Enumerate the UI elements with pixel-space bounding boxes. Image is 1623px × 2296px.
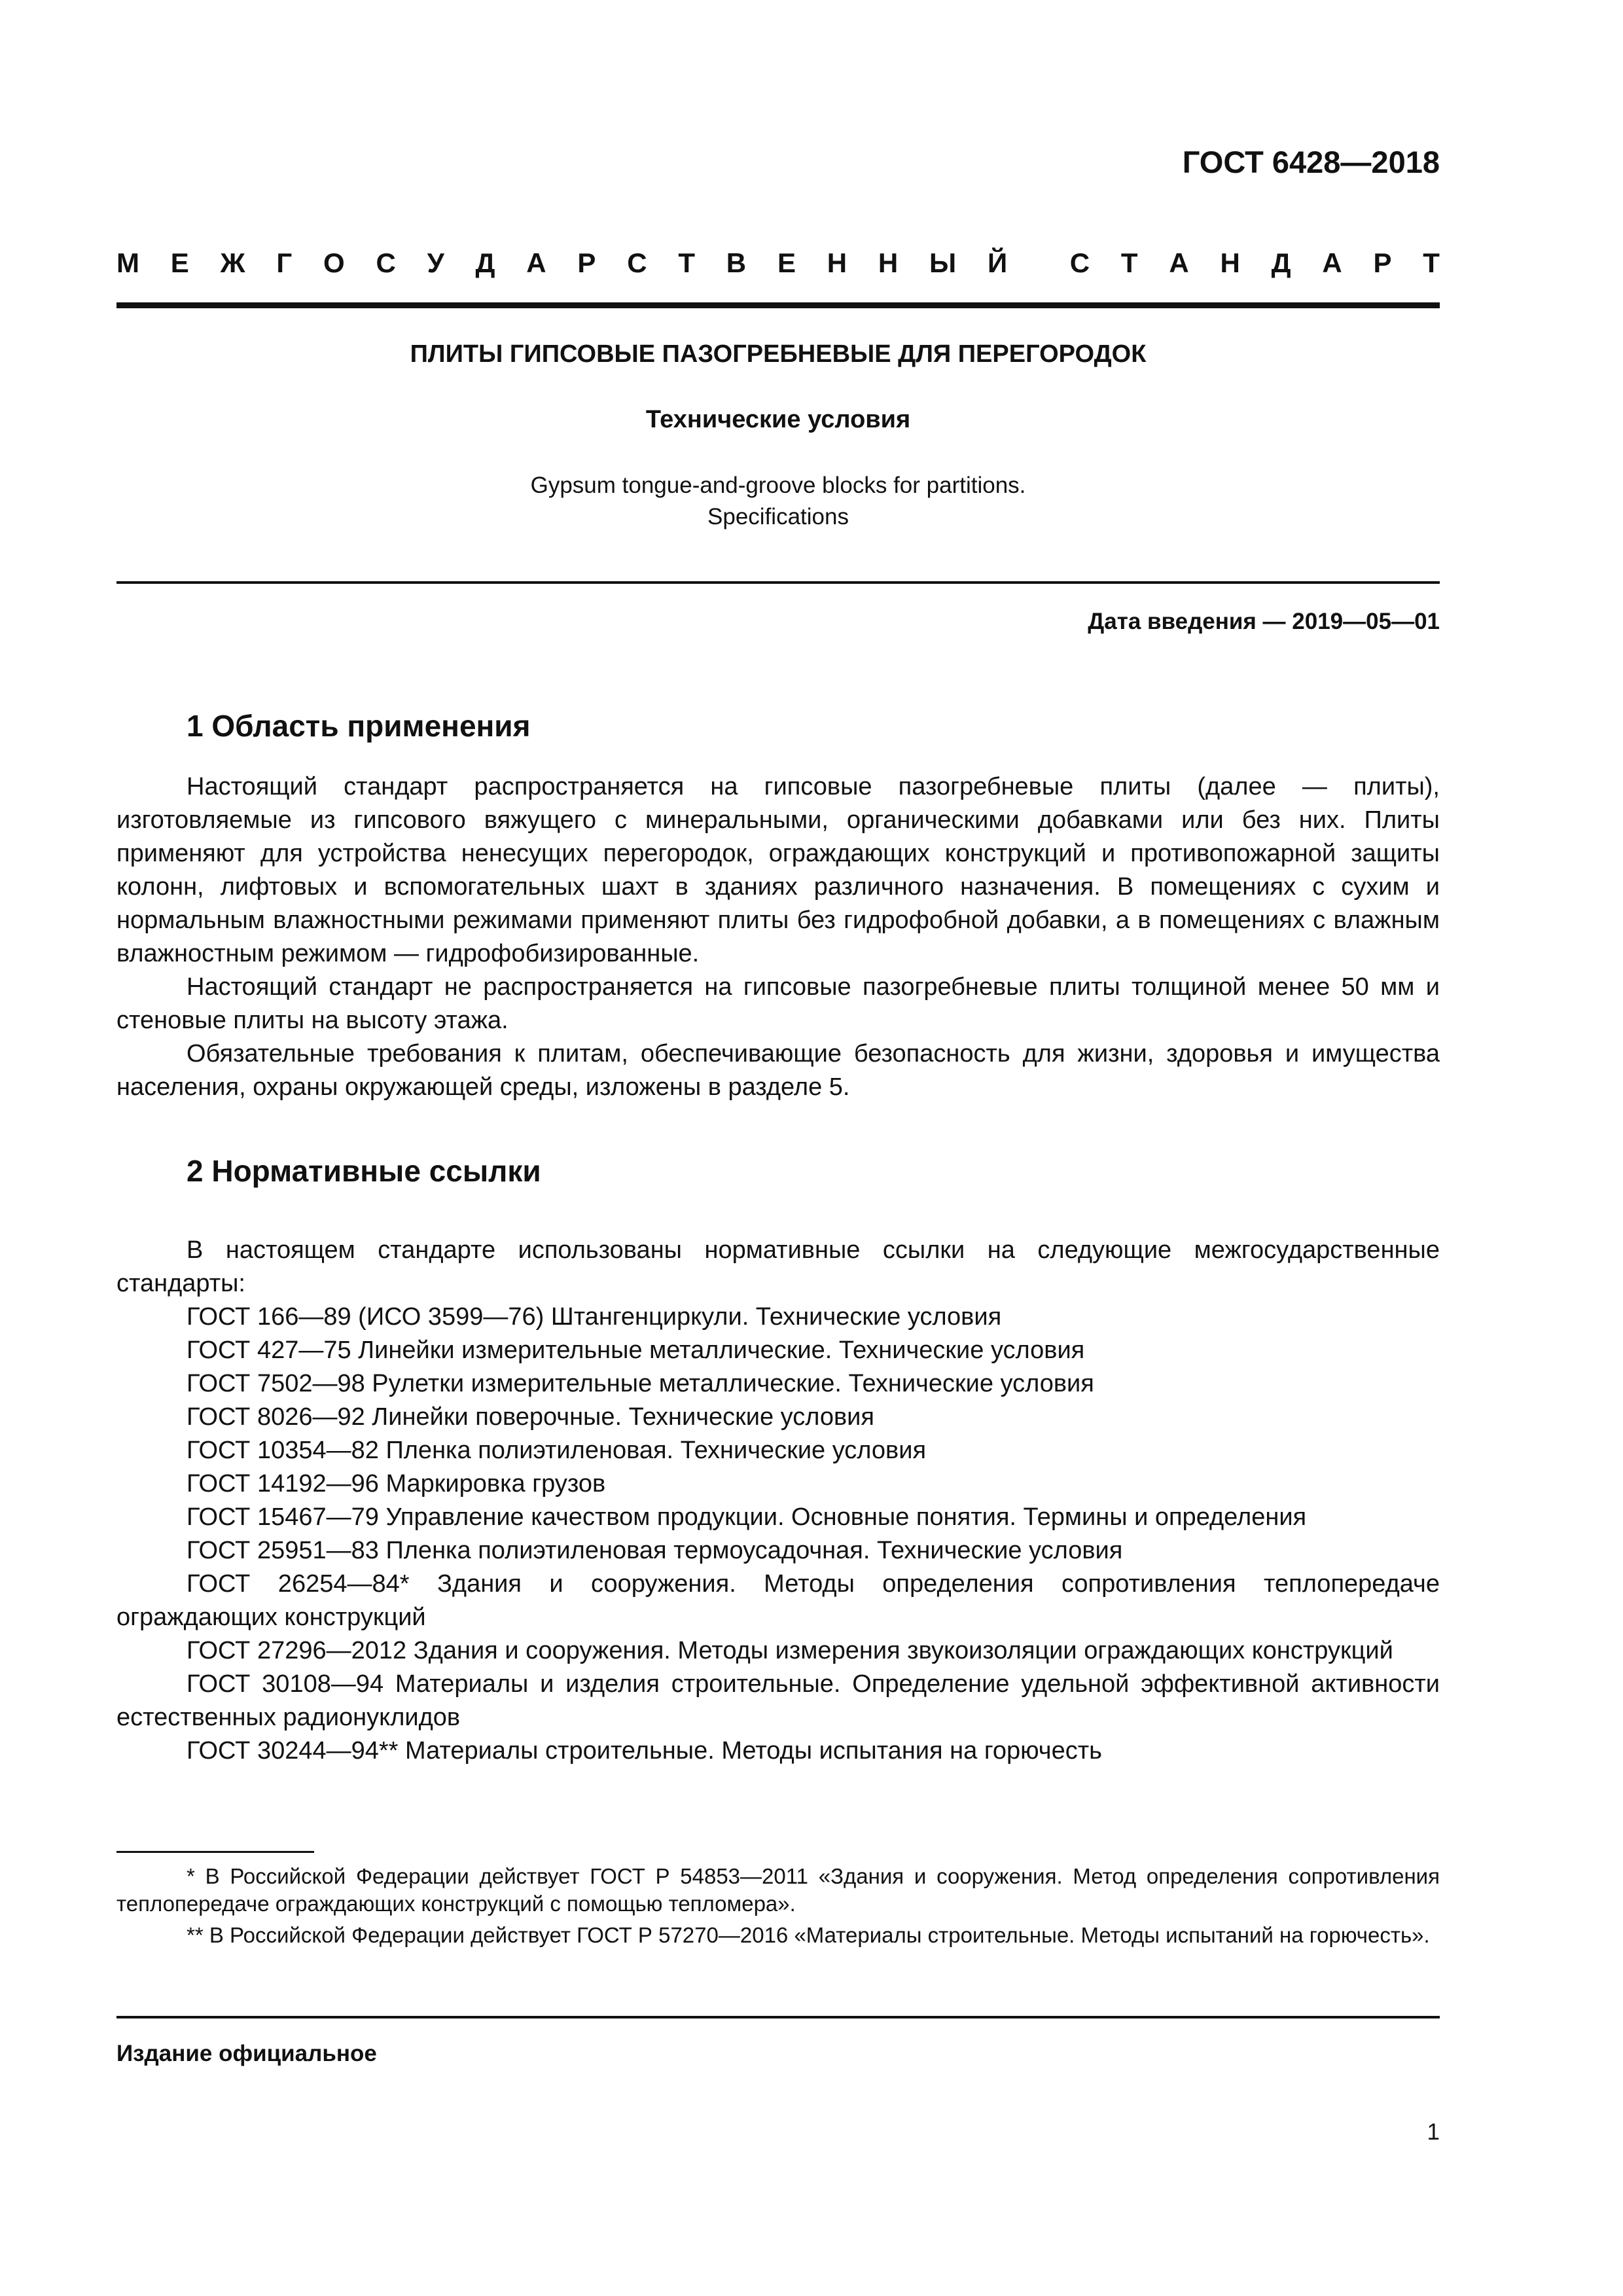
doc-type-letter: В bbox=[726, 247, 747, 278]
english-title-line: Gypsum tongue-and-groove blocks for partitions. bbox=[530, 473, 1026, 498]
reference-item: ГОСТ 30108—94 Материалы и изделия строительные. Определение удельной эффективной активности естественных радионуклидов bbox=[116, 1670, 1440, 1731]
reference-item: ГОСТ 26254—84* Здания и сооружения. Методы определения сопротивления теплопередаче ограждающих конструкций bbox=[116, 1570, 1440, 1631]
reference-item: ГОСТ 30244—94** Материалы строительные. Методы испытания на горючесть bbox=[187, 1737, 1102, 1765]
paragraph: Настоящий стандарт не распространяется на гипсовые пазогребневые плиты толщиной менее 50 мм и стеновые плиты на высоту этажа. bbox=[116, 973, 1440, 1034]
document-type-heading bbox=[116, 247, 1440, 279]
introduction-date: Дата введения — 2019—05—01 bbox=[1088, 609, 1440, 634]
normative-references bbox=[116, 1234, 1440, 1768]
doc-type-letter: С bbox=[1069, 247, 1090, 278]
paragraph: Обязательные требования к плитам, обеспечивающие безопасность для жизни, здоровья и имущества населения, охраны окружающей среды, изложены в разделе 5. bbox=[116, 1040, 1440, 1101]
doc-type-letter: Н bbox=[1220, 247, 1240, 278]
doc-type-letter: Д bbox=[1271, 247, 1291, 278]
footnote: ** В Российской Федерации действует ГОСТ Р 57270—2016 «Материалы строительные. Методы испытаний на горючесть». bbox=[187, 1923, 1430, 1947]
standard-subtitle: Технические условия bbox=[645, 406, 911, 433]
reference-item: ГОСТ 25951—83 Пленка полиэтиленовая термоусадочная. Технические условия bbox=[187, 1537, 1123, 1564]
doc-type-letter: Е bbox=[170, 247, 189, 278]
doc-type-letter: А bbox=[526, 247, 546, 278]
doc-type-letter: Н bbox=[827, 247, 847, 278]
footnote: * В Российской Федерации действует ГОСТ Р 54853—2011 «Здания и сооружения. Метод определения сопротивления теплопередаче ограждающих конструкций с помощью тепломера». bbox=[116, 1864, 1440, 1916]
reference-item: ГОСТ 27296—2012 Здания и сооружения. Методы измерения звукоизоляции ограждающих конструкций bbox=[187, 1637, 1393, 1664]
reference-item: ГОСТ 14192—96 Маркировка грузов bbox=[187, 1470, 606, 1498]
footer-divider bbox=[116, 2016, 1440, 2018]
reference-item: ГОСТ 8026—92 Линейки поверочные. Технические условия bbox=[187, 1403, 874, 1431]
header-divider bbox=[116, 302, 1440, 308]
doc-type-letter: А bbox=[1322, 247, 1342, 278]
doc-type-letter: У bbox=[427, 247, 444, 278]
doc-type-letter: Ж bbox=[220, 247, 245, 278]
doc-type-letter: А bbox=[1169, 247, 1189, 278]
english-title-line: Specifications bbox=[707, 504, 849, 529]
doc-type-letter: Т bbox=[678, 247, 695, 278]
doc-type-letter: Т bbox=[1423, 247, 1440, 278]
reference-item: ГОСТ 7502—98 Рулетки измерительные металлические. Технические условия bbox=[187, 1370, 1094, 1397]
doc-type-letter: Й bbox=[987, 247, 1008, 278]
doc-type-letter: Р bbox=[577, 247, 596, 278]
footnote-divider bbox=[116, 1851, 314, 1853]
doc-type-letter: Д bbox=[475, 247, 495, 278]
doc-type-letter: О bbox=[323, 247, 345, 278]
page-number: 1 bbox=[1427, 2119, 1440, 2145]
section-2-heading: 2 Нормативные ссылки bbox=[187, 1154, 541, 1188]
doc-type-letter: С bbox=[627, 247, 647, 278]
paragraph: Настоящий стандарт распространяется на гипсовые пазогребневые плиты (далее — плиты), изготовляемые из гипсового вяжущего с минеральными, органическими добавками или без них. Плиты применяют для устройства ненесущих перегородок, ограждающих конструкций и противопожарной защиты колонн, лифтовых и вспомогательных шахт в зданиях различного назначения. В помещениях с сухим и нормальным влажностными режимами применяют плиты без гидрофобной добавки, а в помещениях с влажным влажностным режимом — гидрофобизированные. bbox=[116, 773, 1440, 967]
reference-item: ГОСТ 166—89 (ИСО 3599—76) Штангенциркули. Технические условия bbox=[187, 1303, 1002, 1331]
standard-title: ПЛИТЫ ГИПСОВЫЕ ПАЗОГРЕБНЕВЫЕ ДЛЯ ПЕРЕГОРОДОК bbox=[410, 340, 1147, 368]
reference-item: ГОСТ 15467—79 Управление качеством продукции. Основные понятия. Термины и определения bbox=[187, 1503, 1307, 1531]
doc-type-letter: Н bbox=[878, 247, 899, 278]
document-code: ГОСТ 6428—2018 bbox=[1182, 145, 1440, 179]
section-1-body bbox=[116, 770, 1440, 1104]
edition-label: Издание официальное bbox=[116, 2041, 377, 2066]
footnotes bbox=[116, 1863, 1440, 1953]
english-title bbox=[116, 470, 1440, 533]
doc-type-letter: С bbox=[376, 247, 396, 278]
doc-type-letter: Ы bbox=[929, 247, 957, 278]
title-divider bbox=[116, 581, 1440, 584]
reference-item: ГОСТ 10354—82 Пленка полиэтиленовая. Технические условия bbox=[187, 1437, 927, 1464]
doc-type-letter: Е bbox=[777, 247, 796, 278]
doc-type-letter: Т bbox=[1120, 247, 1138, 278]
doc-type-letter: Г bbox=[276, 247, 293, 278]
section-1-heading: 1 Область применения bbox=[187, 709, 531, 743]
references-intro: В настоящем стандарте использованы нормативные ссылки на следующие межгосударственные стандарты: bbox=[116, 1236, 1440, 1297]
reference-item: ГОСТ 427—75 Линейки измерительные металлические. Технические условия bbox=[187, 1336, 1085, 1364]
doc-type-letter: Р bbox=[1373, 247, 1392, 278]
doc-type-letter: М bbox=[116, 247, 139, 278]
